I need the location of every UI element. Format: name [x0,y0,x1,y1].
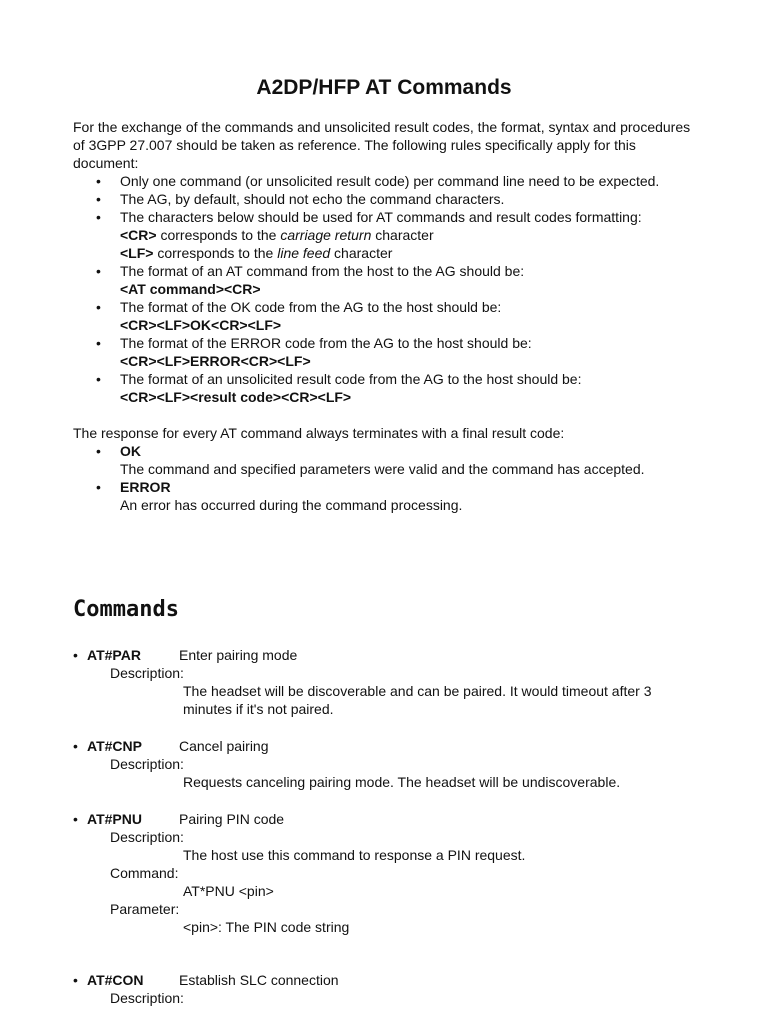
command-header: • AT#PNU Pairing PIN code [73,811,285,827]
command-entry [73,646,703,718]
commands-heading: Commands [73,597,179,622]
parameter-label: Parameter: [110,901,180,917]
command-header: • AT#PAR Enter pairing mode [73,647,298,663]
rule-item: • The AG, by default, should not echo the command characters. [73,190,693,208]
document-title: A2DP/HFP AT Commands [256,76,512,99]
result-code-error: • ERROR [120,479,171,495]
command-title: Cancel pairing [179,738,269,754]
intro-section [73,118,693,514]
format-code: <CR><LF><result code><CR><LF> [120,389,352,405]
description-text: The host use this command to response a PIN request. [183,847,526,863]
format-code: <AT command><CR> [120,281,261,297]
lf-definition: <LF> corresponds to the line feed character [120,245,393,261]
command-name: AT#CON [87,972,144,988]
response-paragraph: The response for every AT command always terminates with a final result code: [73,425,565,441]
format-code: <CR><LF>ERROR<CR><LF> [120,353,311,369]
command-label: Command: [110,865,179,881]
command-name: AT#CNP [87,738,142,754]
description-label: Description: [110,829,184,845]
description-text: The headset will be discoverable and can be paired. It would timeout after 3 minutes if it's not paired. [183,683,652,717]
rule-item: • Only one command (or unsolicited result code) per command line need to be expected. [73,172,693,190]
command-name: AT#PNU [87,811,142,827]
rules-list [73,172,693,406]
intro-paragraph: For the exchange of the commands and unsolicited result codes, the format, syntax and procedures of 3GPP 27.007 should be taken as reference. The following rules specifically apply for this document: [73,119,691,171]
description-label: Description: [110,990,184,1006]
command-header: • AT#CNP Cancel pairing [73,738,269,754]
cr-definition: <CR> corresponds to the carriage return character [120,227,434,243]
command-title: Establish SLC connection [179,972,339,988]
result-codes-list [73,442,693,514]
parameter-text: <pin>: The PIN code string [183,919,350,935]
result-code-item: • OK The command and specified parameters were valid and the command has accepted. [73,442,693,478]
command-entry [73,737,703,791]
command-title: Enter pairing mode [179,647,298,663]
command-syntax: AT*PNU <pin> [183,883,274,899]
description-label: Description: [110,665,184,681]
result-code-ok: • OK [120,443,141,459]
command-entry [73,971,703,1007]
format-code: <CR><LF>OK<CR><LF> [120,317,282,333]
command-name: AT#PAR [87,647,141,663]
command-header: • AT#CON Establish SLC connection [73,972,339,988]
command-title: Pairing PIN code [179,811,285,827]
rule-item: • The format of the ERROR code from the AG to the host should be: <CR><LF>ERROR<CR><LF> [73,334,693,370]
rule-item: • The characters below should be used for AT commands and result codes formatting: <CR> corresponds to the carriage return character <LF> corresponds to the line feed character [73,208,693,262]
description-text: Requests canceling pairing mode. The headset will be undiscoverable. [183,774,621,790]
command-entry [73,810,703,936]
rule-item: • The format of an unsolicited result code from the AG to the host should be: <CR><LF><result code><CR><LF> [73,370,693,406]
rule-item: • The format of an AT command from the host to the AG should be: <AT command><CR> [73,262,693,298]
description-label: Description: [110,756,184,772]
result-code-item: • ERROR An error has occurred during the command processing. [73,478,693,514]
rule-item: • The format of the OK code from the AG to the host should be: <CR><LF>OK<CR><LF> [73,298,693,334]
